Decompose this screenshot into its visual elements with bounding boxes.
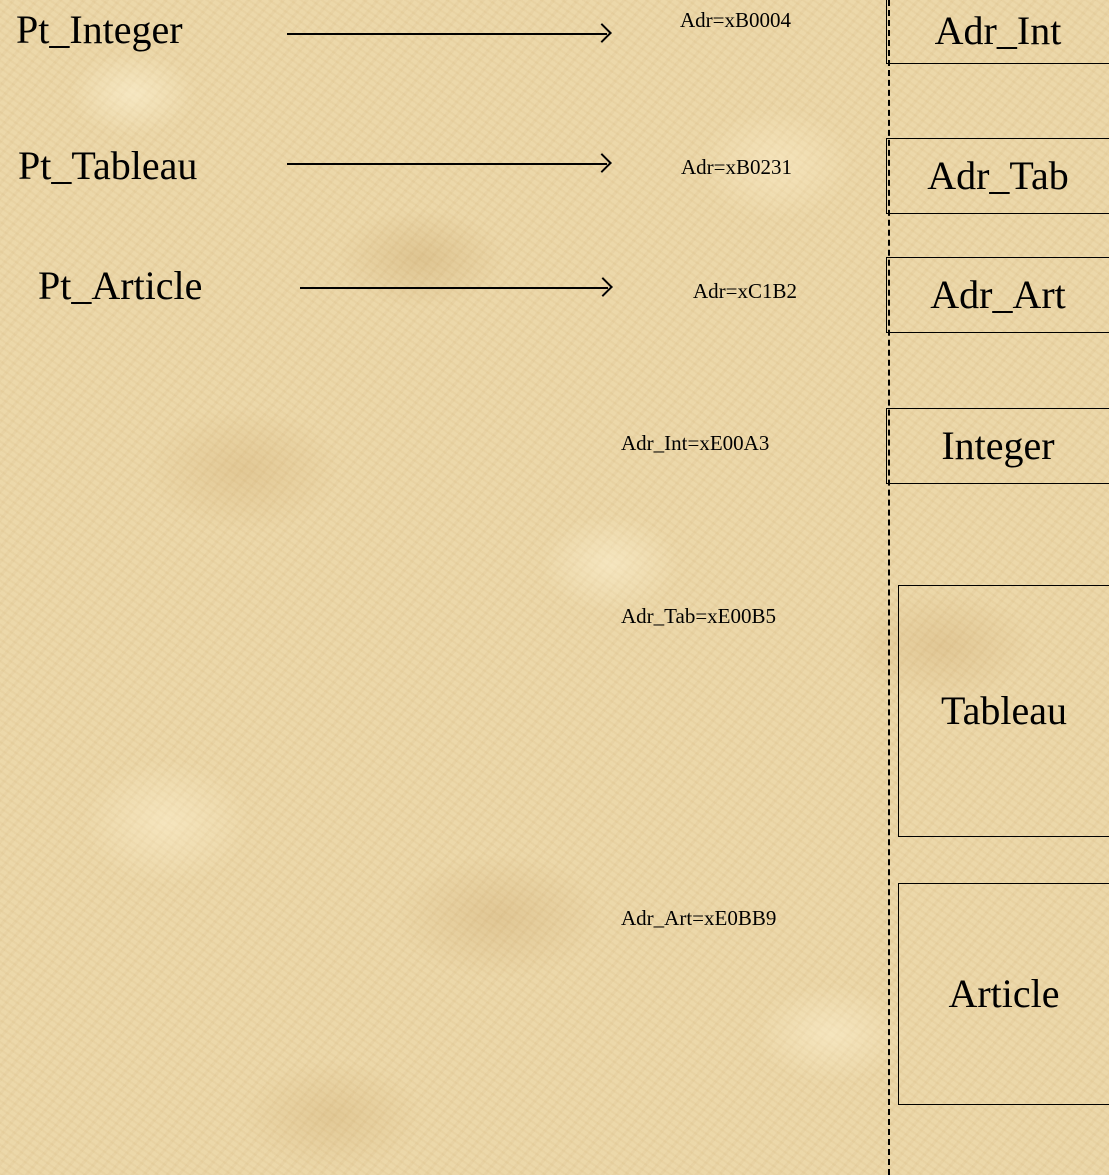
address-label-adr-int: Adr_Int=xE00A3 bbox=[621, 431, 770, 455]
pointer-label-pt-tableau: Pt_Tableau bbox=[18, 143, 198, 188]
memory-cell-integer: Integer bbox=[886, 408, 1109, 484]
address-label-adr-tab: Adr_Tab=xE00B5 bbox=[621, 604, 777, 628]
memory-cell-article: Article bbox=[898, 883, 1109, 1105]
pointer-label-pt-article: Pt_Article bbox=[38, 263, 203, 308]
memory-cell-tableau: Tableau bbox=[898, 585, 1109, 837]
address-label-adr-art: Adr_Art=xE0BB9 bbox=[621, 906, 777, 930]
arrow-pt-tableau bbox=[287, 163, 607, 165]
memory-cell-adr-int: Adr_Int bbox=[886, 0, 1109, 64]
memory-cell-adr-tab: Adr_Tab bbox=[886, 138, 1109, 214]
pointer-label-pt-integer: Pt_Integer bbox=[16, 7, 183, 52]
memory-cell-adr-art: Adr_Art bbox=[886, 257, 1109, 333]
arrow-pt-article bbox=[300, 287, 608, 289]
address-label-pt-integer: Adr=xB0004 bbox=[680, 8, 792, 32]
address-label-pt-article: Adr=xC1B2 bbox=[693, 279, 798, 303]
arrow-pt-integer bbox=[287, 33, 607, 35]
address-label-pt-tableau: Adr=xB0231 bbox=[681, 155, 793, 179]
